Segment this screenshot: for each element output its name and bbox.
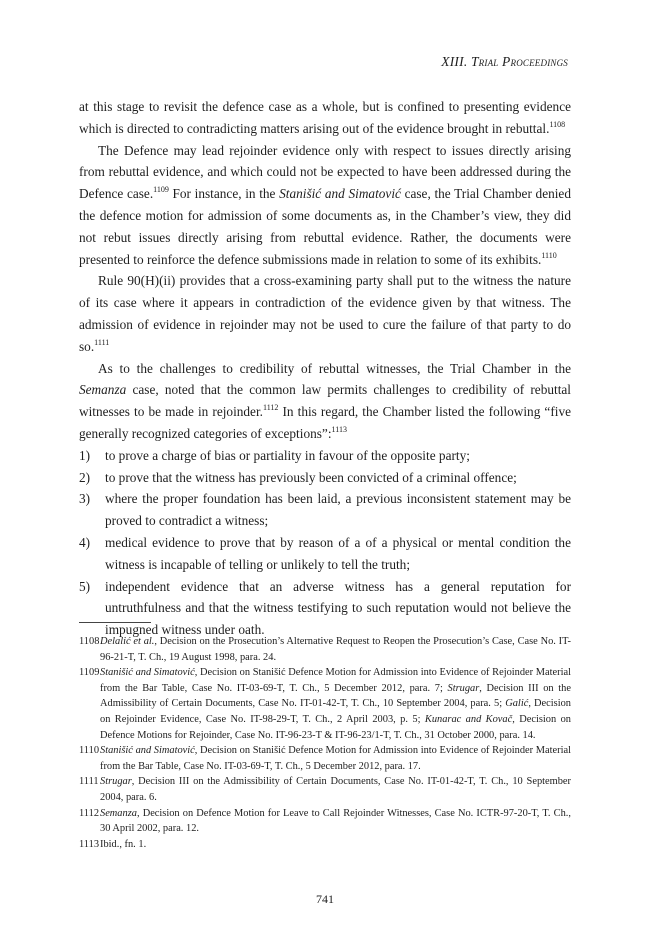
list-item: 4) medical evidence to prove that by reason of a of a physical or mental condition the witness is incapable of telling or unlikely to tell the truth; [79, 532, 571, 576]
footnote: 1111 Strugar, Decision III on the Admissibility of Certain Documents, Case No. IT-01-42-T, T. Ch., 10 September 2004, para. 6. [79, 776, 571, 803]
list-number: 5) [79, 578, 91, 594]
list-number: 4) [79, 534, 91, 550]
running-header [441, 54, 568, 70]
footnote-number: 1109 [79, 667, 100, 679]
footnote-ref[interactable]: 1110 [541, 250, 557, 260]
paragraph: at this stage to revisit the defence case as a whole, but is confined to presenting evidence which is directed to contradicting matters arising out of the evidence brought in rebuttal.$^{1108}$ [79, 99, 571, 136]
footnote-number: 1108 [79, 636, 100, 647]
footnote-number: 1110 [79, 745, 100, 757]
footnote: 1112 Semanza, Decision on Defence Motion for Leave to Call Rejoinder Witnesses, Case No. ICTR-97-20-T, T. Ch., 30 April 2002, para. 12. [79, 807, 571, 835]
paragraph: As to the challenges to credibility of rebuttal witnesses, the Trial Chamber in the Semanza case, noted that the common law permits challenges to credibility of rebuttal witnesses to be made in rejoinder.$^{1112}$ In this regard, the Chamber listed the following “five generally recognized categories of exceptions”:$^{1113}$ [79, 360, 571, 441]
footnote: 1109 Stanišić and Simatović, Decision on Stanišić Defence Motion for Admission into Evidence of Rejoinder Material from the Bar Table, Case No. IT-03-69-T, T. Ch., 5 December 2012, para. 7; Strugar, Decision III on the Admissibility of Certain Documents, Case No. IT-01-42-T, T. Ch., 10 September 2004, para. 5; Galić, Decision on Rejoinder Evidence, Case No. IT-98-29-T, T. Ch., 2 April 2003, p. 5; Kunarac and Kovač, Decision on Defence Motions for Rejoinder, Case No. IT-96-23-T & IT-96-23/1-T, T. Ch., 31 October 2000, para. 14. [79, 667, 571, 741]
chapter-number: XIII. [441, 54, 468, 69]
case-name: Stanišić and Simatović [279, 186, 401, 202]
list-item: 5) independent evidence that an adverse witness has a general reputation for untruthfulness and that the witness testifying to such reputation would not believe the impugned witness under oath. [79, 576, 571, 641]
list-number: 1) [79, 447, 91, 463]
footnote: 1110 Stanišić and Simatović, Decision on Stanišić Defence Motion for Admission into Evidence of Rejoinder Material from the Bar Table, Case No. IT-03-69-T, T. Ch., 5 December 2012, para. 17. [79, 745, 571, 772]
paragraph: The Defence may lead rejoinder evidence only with respect to issues directly arising from rebuttal evidence, and which could not be expected to have been addressed during the Defence case.$^{1109}$ For instance, in the Stanišić and Simatović case, the Trial Chamber denied the defence motion for admission of some documents as, in the Chamber’s view, they did not rebut issues directly arising from rebuttal evidence. Rather, the documents were presented to reinforce the defence submissions made in relation to some of its exhibits.$^{1110}$ [79, 142, 571, 267]
body-text [79, 96, 571, 641]
page-number: 741 [316, 892, 334, 906]
footnote-ref[interactable]: 1111 [94, 337, 110, 347]
footnote-ref[interactable]: 1108 [549, 119, 566, 129]
footnote-separator [79, 622, 151, 623]
list-item: 2) to prove that the witness has previously been convicted of a criminal offence; [79, 467, 571, 489]
list-number: 3) [79, 491, 91, 507]
footnote: 1113 Ibid., fn. 1. [79, 837, 571, 853]
paragraph: Rule 90(H)(ii) provides that a cross-examining party shall put to the witness the nature of its case where it appears in contradiction of the evidence given by that witness. The admission of evidence in rejoinder may not be used to cure the failure of that party to do so.$^{1111}$ [79, 273, 571, 354]
list-item: 1) to prove a charge of bias or partiality in favour of the opposite party; [79, 445, 571, 467]
case-name: Semanza [79, 382, 127, 398]
footnote-number: 1112 [79, 807, 100, 819]
footnote-ref[interactable]: 1109 [153, 185, 169, 195]
footnote-ref[interactable]: 1113 [331, 424, 347, 434]
list-number: 2) [79, 469, 91, 485]
footnote: 1108 Delalić et al., Decision on the Prosecution’s Alternative Request to Reopen the Prosecution’s Case, Case No. IT-96-21-T, T. Ch., 19 August 1998, para. 24. [79, 636, 571, 663]
footnote-ref[interactable]: 1112 [262, 403, 279, 413]
exceptions-list [79, 445, 571, 641]
chapter-title: Trial Proceedings [470, 54, 568, 69]
list-item: 3) where the proper foundation has been laid, a previous inconsistent statement may be proved to contradict a witness; [79, 488, 571, 532]
footnote-number: 1111 [79, 776, 99, 788]
footnote-number: 1113 [79, 838, 100, 850]
footnotes [79, 634, 571, 852]
